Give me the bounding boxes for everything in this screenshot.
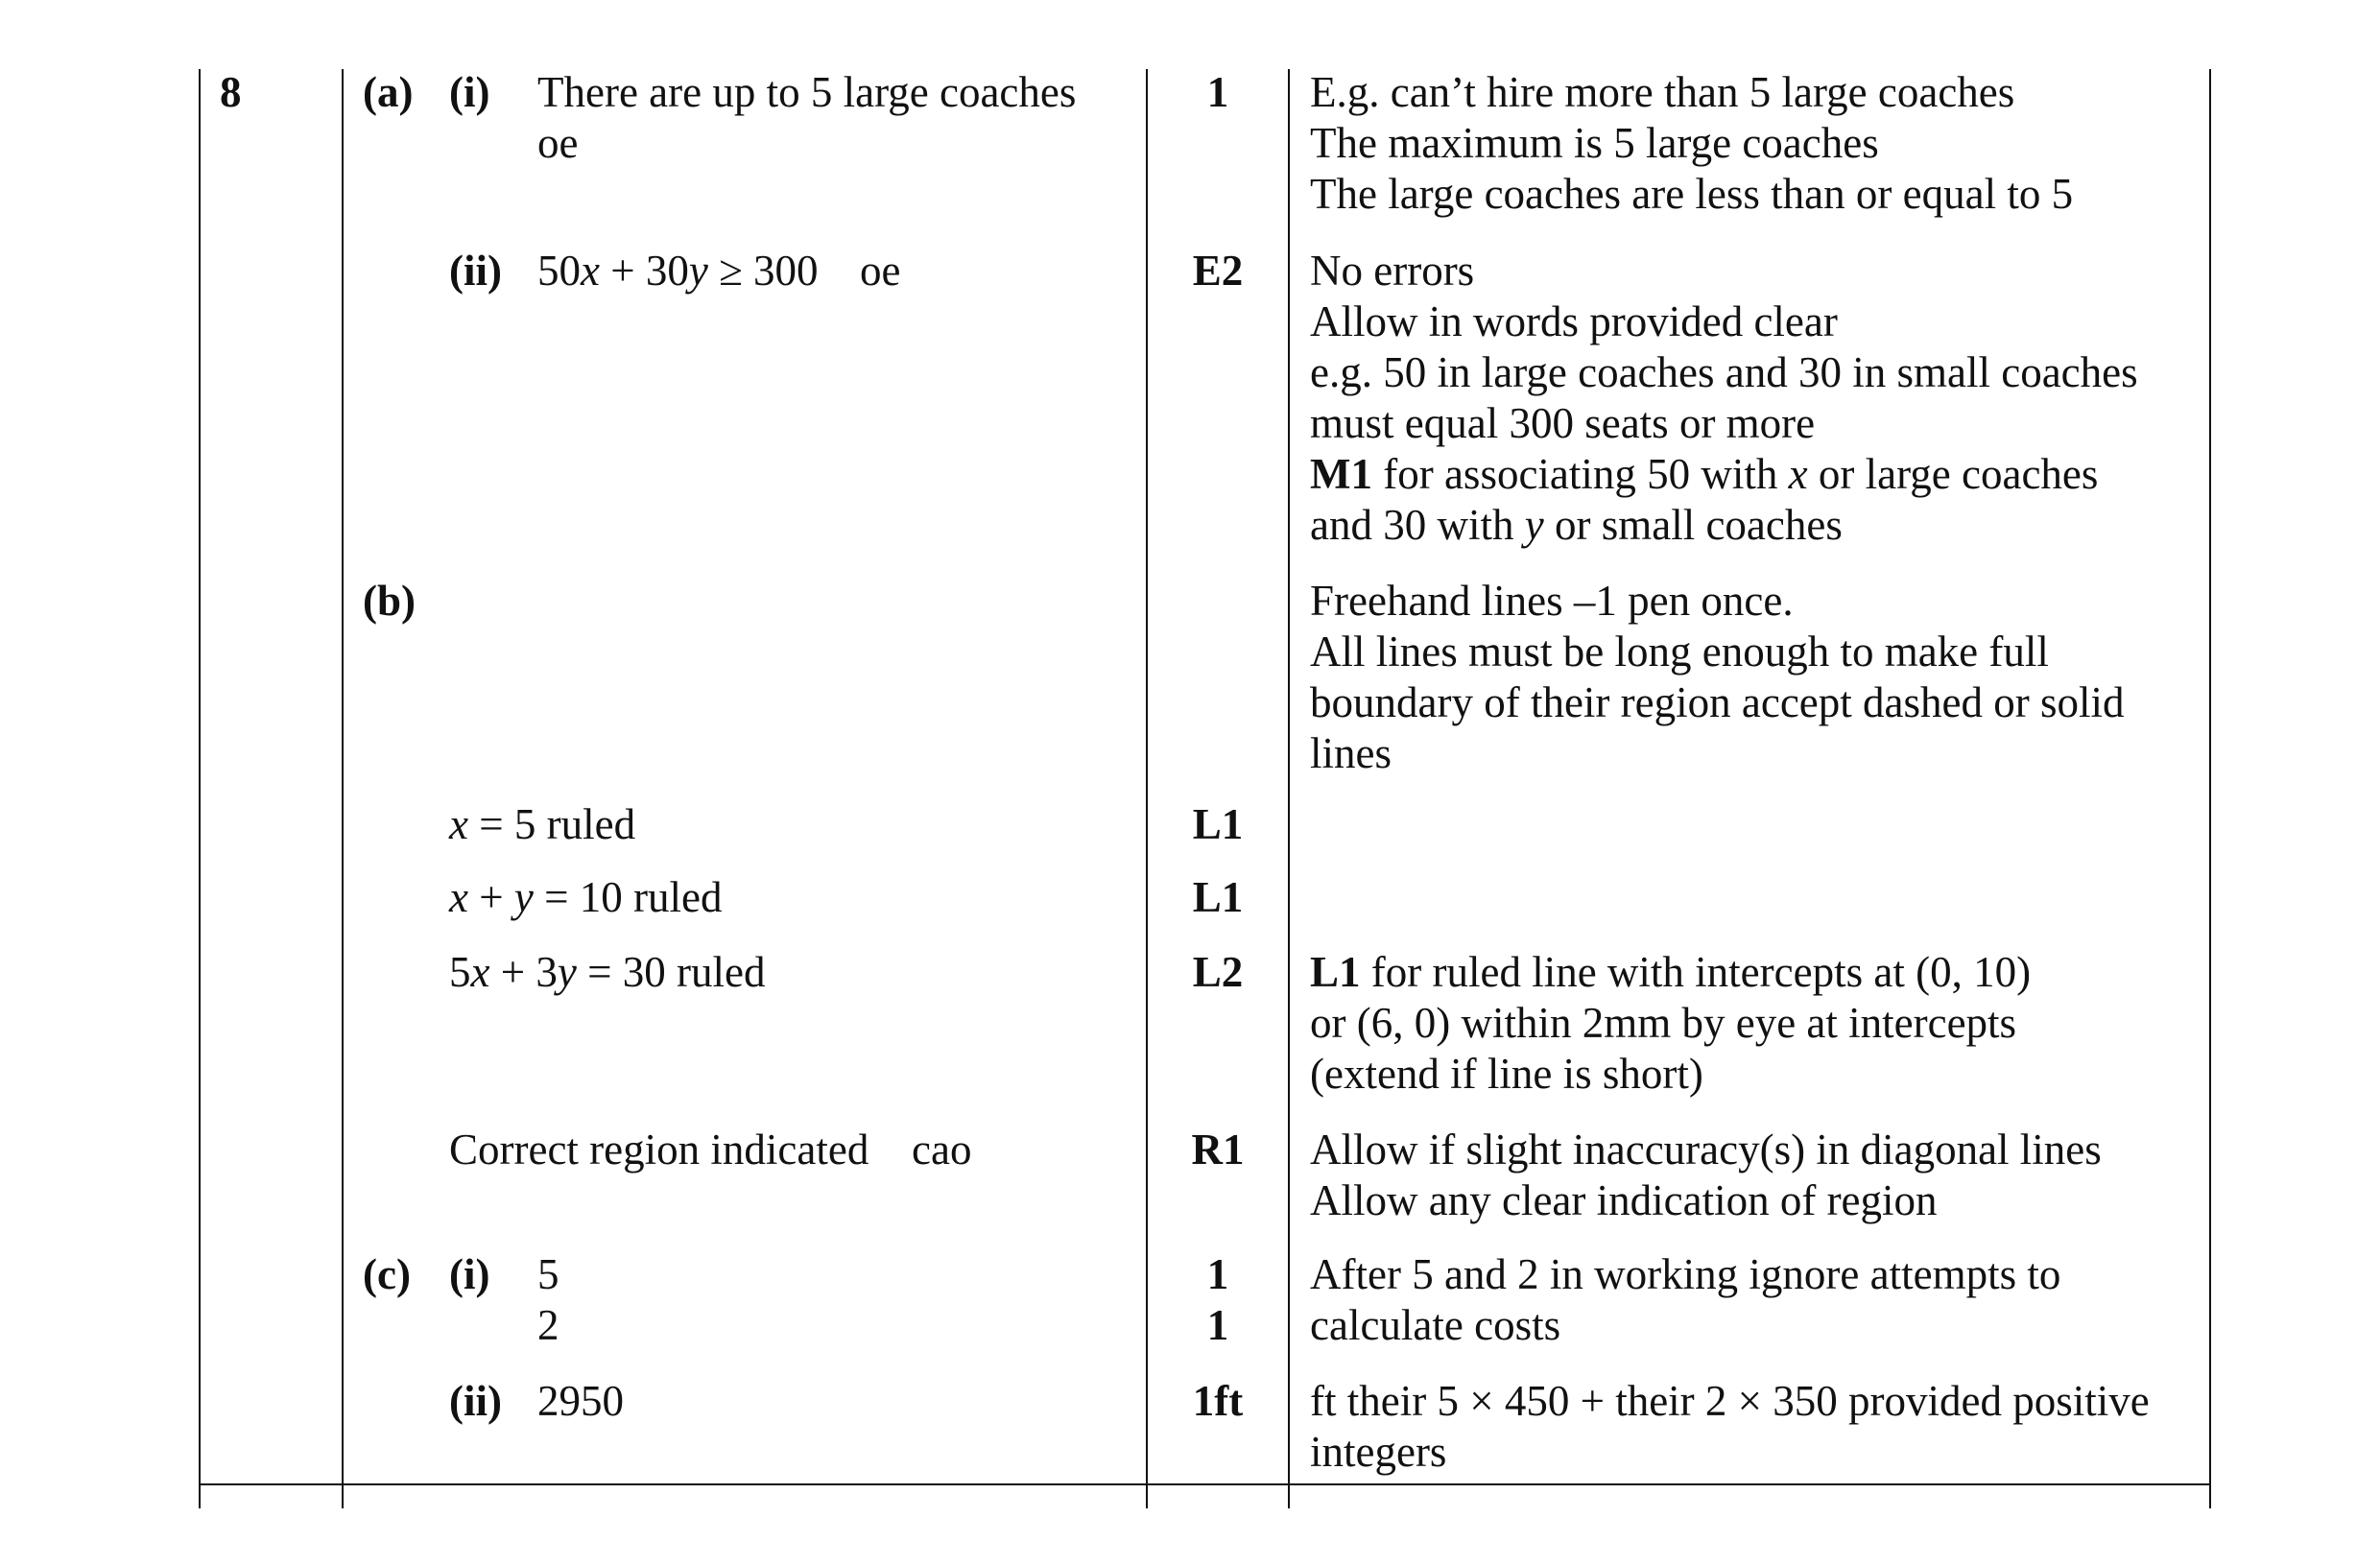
notes-b-line2: All lines must be long enough to make full bbox=[1310, 628, 2049, 676]
mark-b-line-x5: L1 bbox=[1192, 800, 1244, 848]
part-c-i-label: (i) bbox=[449, 1250, 490, 1298]
notes-a-i-line3: The large coaches are less than or equal to 5 bbox=[1310, 170, 2074, 218]
mark-c-i-line1: 1 bbox=[1206, 1250, 1229, 1298]
notes-a-ii-line6-text-a: and 30 with bbox=[1310, 501, 1525, 549]
notes-a-ii-line5 bbox=[1310, 449, 2098, 500]
mark-b-region: R1 bbox=[1191, 1126, 1245, 1174]
notes-b-region-line2: Allow any clear indication of region bbox=[1310, 1176, 1938, 1224]
answer-a-ii-var-x: x bbox=[581, 247, 600, 295]
mark-b-line-xy10: L1 bbox=[1192, 873, 1244, 921]
answer-b-line-5x3y30 bbox=[449, 947, 765, 998]
answer-a-ii-var-y: y bbox=[688, 247, 708, 295]
answer-b-line-x5-var: x bbox=[449, 800, 468, 848]
part-c-ii-label: (ii) bbox=[449, 1377, 502, 1425]
part-a-label: (a) bbox=[363, 68, 414, 116]
notes-c-i-line1: After 5 and 2 in working ignore attempts to bbox=[1310, 1250, 2061, 1298]
answer-b-line-xy10-x: x bbox=[449, 873, 468, 921]
notes-b-line1: Freehand lines –1 pen once. bbox=[1310, 577, 1794, 625]
notes-c-i-line2: calculate costs bbox=[1310, 1301, 1561, 1349]
notes-a-ii-line1: No errors bbox=[1310, 247, 1475, 295]
answer-b-line-x5 bbox=[449, 799, 635, 850]
part-a-ii-label: (ii) bbox=[449, 247, 502, 295]
answer-a-ii-op: + 30 bbox=[599, 247, 689, 295]
question-number: 8 bbox=[220, 68, 242, 116]
answer-b-line-5x3y30-x: x bbox=[470, 948, 490, 996]
part-a-i-label: (i) bbox=[449, 68, 490, 116]
answer-b-region: Correct region indicated bbox=[449, 1126, 869, 1174]
notes-a-ii-line6-text-b: or small coaches bbox=[1543, 501, 1843, 549]
answer-b-line-5x3y30-mid: + 3 bbox=[489, 948, 558, 996]
notes-b-line3-line3: (extend if line is short) bbox=[1310, 1050, 1703, 1098]
notes-a-ii-line6-y: y bbox=[1524, 501, 1544, 549]
answer-a-ii-oe: oe bbox=[860, 247, 901, 295]
notes-a-ii-line6 bbox=[1310, 500, 1843, 551]
answer-a-i-line1: There are up to 5 large coaches bbox=[537, 68, 1077, 116]
notes-b-line3-text: for ruled line with intercepts at (0, 10) bbox=[1360, 948, 2032, 996]
answer-a-ii-rest: ≥ 300 bbox=[707, 247, 819, 295]
notes-a-ii-line5-x: x bbox=[1788, 450, 1808, 498]
answer-b-region-cao: cao bbox=[912, 1126, 972, 1174]
answer-a-ii-coef: 50 bbox=[537, 247, 581, 295]
notes-c-ii-line2: integers bbox=[1310, 1428, 1447, 1476]
notes-a-ii-line3: e.g. 50 in large coaches and 30 in small coaches bbox=[1310, 348, 2138, 396]
answer-b-line-x5-rest: = 5 ruled bbox=[467, 800, 636, 848]
table-border-right bbox=[2209, 69, 2211, 1508]
notes-a-ii-line5-text-b: or large coaches bbox=[1807, 450, 2099, 498]
table-bottom-rule bbox=[199, 1483, 2211, 1485]
answer-a-ii bbox=[537, 246, 819, 296]
answer-c-ii: 2950 bbox=[537, 1377, 624, 1425]
answer-a-i-line2: oe bbox=[537, 119, 579, 167]
mark-a-i: 1 bbox=[1206, 68, 1229, 116]
mark-b-line-5x3y30: L2 bbox=[1192, 948, 1244, 996]
table-divider-part bbox=[342, 69, 344, 1508]
part-b-label: (b) bbox=[363, 577, 416, 625]
mark-c-ii: 1ft bbox=[1192, 1377, 1244, 1425]
mark-c-i-line2: 1 bbox=[1206, 1301, 1229, 1349]
notes-b-line3-l1: L1 bbox=[1310, 948, 1361, 996]
notes-a-ii-line2: Allow in words provided clear bbox=[1310, 297, 1838, 345]
answer-b-line-xy10-rest: = 10 ruled bbox=[533, 873, 723, 921]
notes-b-line3-line1 bbox=[1310, 947, 2031, 998]
answer-c-i-line1: 5 bbox=[537, 1250, 559, 1298]
answer-b-line-xy10-y: y bbox=[513, 873, 534, 921]
notes-b-line4: lines bbox=[1310, 729, 1392, 777]
table-border-left bbox=[199, 69, 201, 1508]
notes-a-i-line2: The maximum is 5 large coaches bbox=[1310, 119, 1879, 167]
part-c-label: (c) bbox=[363, 1250, 411, 1298]
notes-a-ii-line5-text-a: for associating 50 with bbox=[1371, 450, 1789, 498]
answer-b-line-5x3y30-y: y bbox=[557, 948, 577, 996]
notes-a-ii-line4: must equal 300 seats or more bbox=[1310, 399, 1816, 447]
mark-a-ii: E2 bbox=[1192, 247, 1244, 295]
answer-c-i-line2: 2 bbox=[537, 1301, 559, 1349]
answer-b-line-xy10 bbox=[449, 872, 722, 923]
notes-a-i-line1: E.g. can’t hire more than 5 large coaches bbox=[1310, 68, 2015, 116]
answer-b-line-xy10-plus: + bbox=[467, 873, 514, 921]
notes-a-ii-m1: M1 bbox=[1310, 450, 1372, 498]
notes-b-line3-line2: or (6, 0) within 2mm by eye at intercepts bbox=[1310, 999, 2017, 1047]
answer-b-line-5x3y30-rest: = 30 ruled bbox=[576, 948, 766, 996]
answer-b-line-5x3y30-coef: 5 bbox=[449, 948, 471, 996]
notes-b-line3: boundary of their region accept dashed or solid bbox=[1310, 678, 2125, 726]
notes-b-region-line1: Allow if slight inaccuracy(s) in diagonal lines bbox=[1310, 1126, 2102, 1174]
notes-c-ii-line1: ft their 5 × 450 + their 2 × 350 provided positive bbox=[1310, 1377, 2150, 1425]
